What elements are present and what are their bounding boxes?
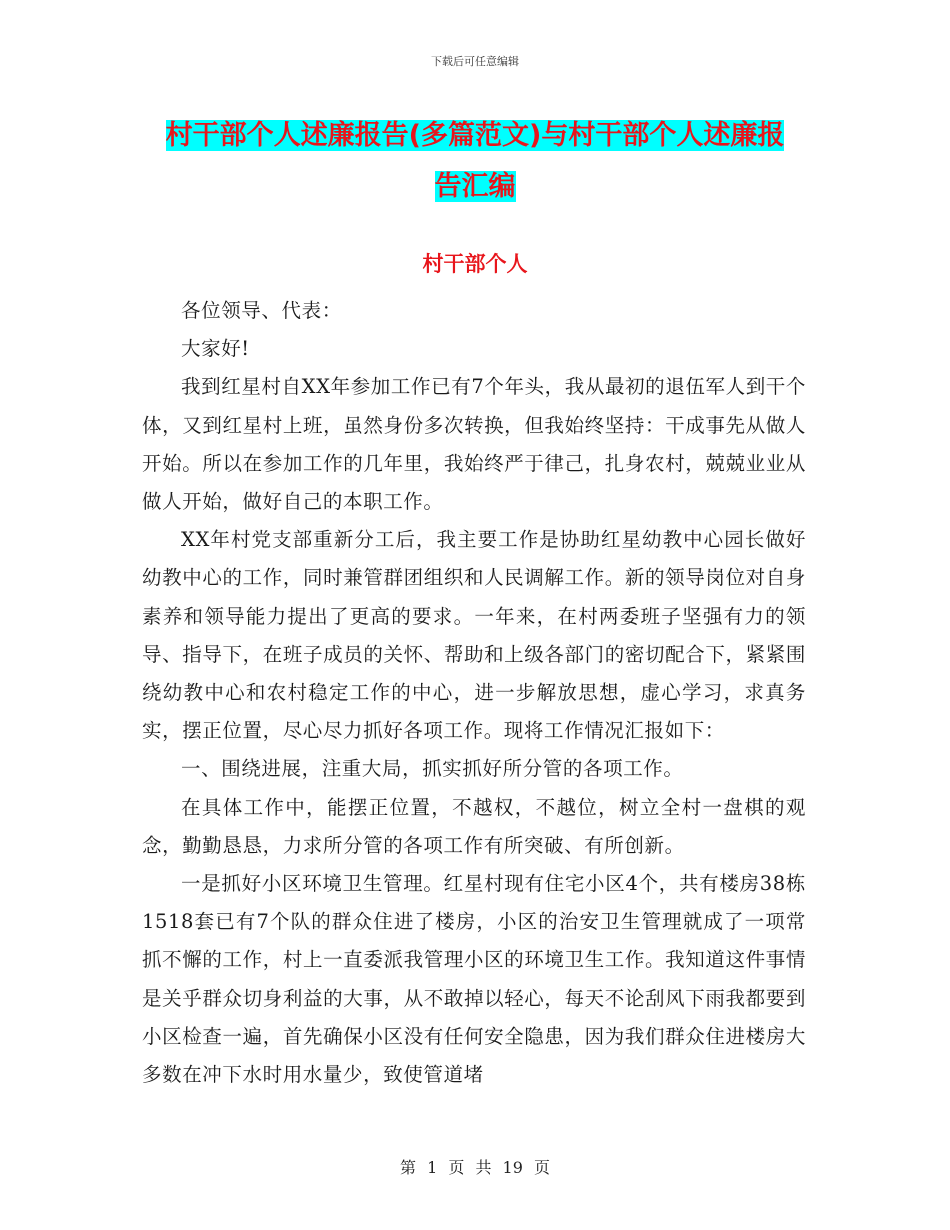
document-title-line-1: 村干部个人述廉报告(多篇范文)与村干部个人述廉报 bbox=[165, 120, 785, 151]
paragraph-heading-one: 一、围绕进展，注重大局，抓实抓好所分管的各项工作。 bbox=[181, 757, 684, 781]
paragraph-sanitation: 一是抓好小区环境卫生管理。红星村现有住宅小区4个，共有楼房38栋1518套已有7个队的群众住进了楼房，小区的治安卫生管理就成了一项常抓不懈的工作，村上一直委派我管理小区的环境卫生工作。我知道这件事情是关乎群众切身利益的大事，从不敢掉以轻心，每天不论刮风下雨我都要到小区检查一遍，首先确保小区没有任何安全隐患，因为我们群众住进楼房大多数在冲下水时用水量少，致使管道堵 bbox=[142, 872, 806, 1087]
document-title bbox=[140, 110, 810, 212]
footer-label-end: 页 bbox=[534, 1158, 551, 1177]
paragraph-salutation: 各位领导、代表： bbox=[181, 299, 342, 322]
footer-label-page: 第 bbox=[399, 1158, 416, 1177]
paragraph-intro: 我到红星村自XX年参加工作已有7个年头，我从最初的退伍军人到干个体，又到红星村上班，虽然身份多次转换，但我始终坚持：干成事先从做人开始。所以在参加工作的几年里，我始终严于律己，扎身农村，兢兢业业从做人开始，做好自己的本职工作。 bbox=[142, 375, 806, 514]
page-footer bbox=[0, 1155, 950, 1178]
document-title-line-2: 告汇编 bbox=[434, 171, 516, 202]
footer-label-of: 页 共 bbox=[448, 1158, 492, 1177]
section-title: 村干部个人 bbox=[422, 252, 528, 276]
paragraph-position: 在具体工作中，能摆正位置，不越权，不越位，树立全村一盘棋的观念，勤勤恳恳，力求所分管的各项工作有所突破、有所创新。 bbox=[142, 795, 806, 857]
paragraph-duties: XX年村党支部重新分工后，我主要工作是协助红星幼教中心园长做好幼教中心的工作，同时兼管群团组织和人民调解工作。新的领导岗位对自身素养和领导能力提出了更高的要求。一年来，在村两委班子坚强有力的领导、指导下，在班子成员的关怀、帮助和上级各部门的密切配合下，紧紧围绕幼教中心和农村稳定工作的中心，进一步解放思想，虚心学习，求真务实，摆正位置，尽心尽力抓好各项工作。现将工作情况汇报如下： bbox=[142, 528, 806, 743]
page-header-note: 下载后可任意编辑 bbox=[431, 55, 519, 68]
document-body bbox=[142, 292, 806, 1094]
footer-total-pages: 19 bbox=[502, 1158, 523, 1177]
footer-page-number: 1 bbox=[427, 1158, 438, 1177]
paragraph-greeting: 大家好! bbox=[181, 337, 250, 361]
